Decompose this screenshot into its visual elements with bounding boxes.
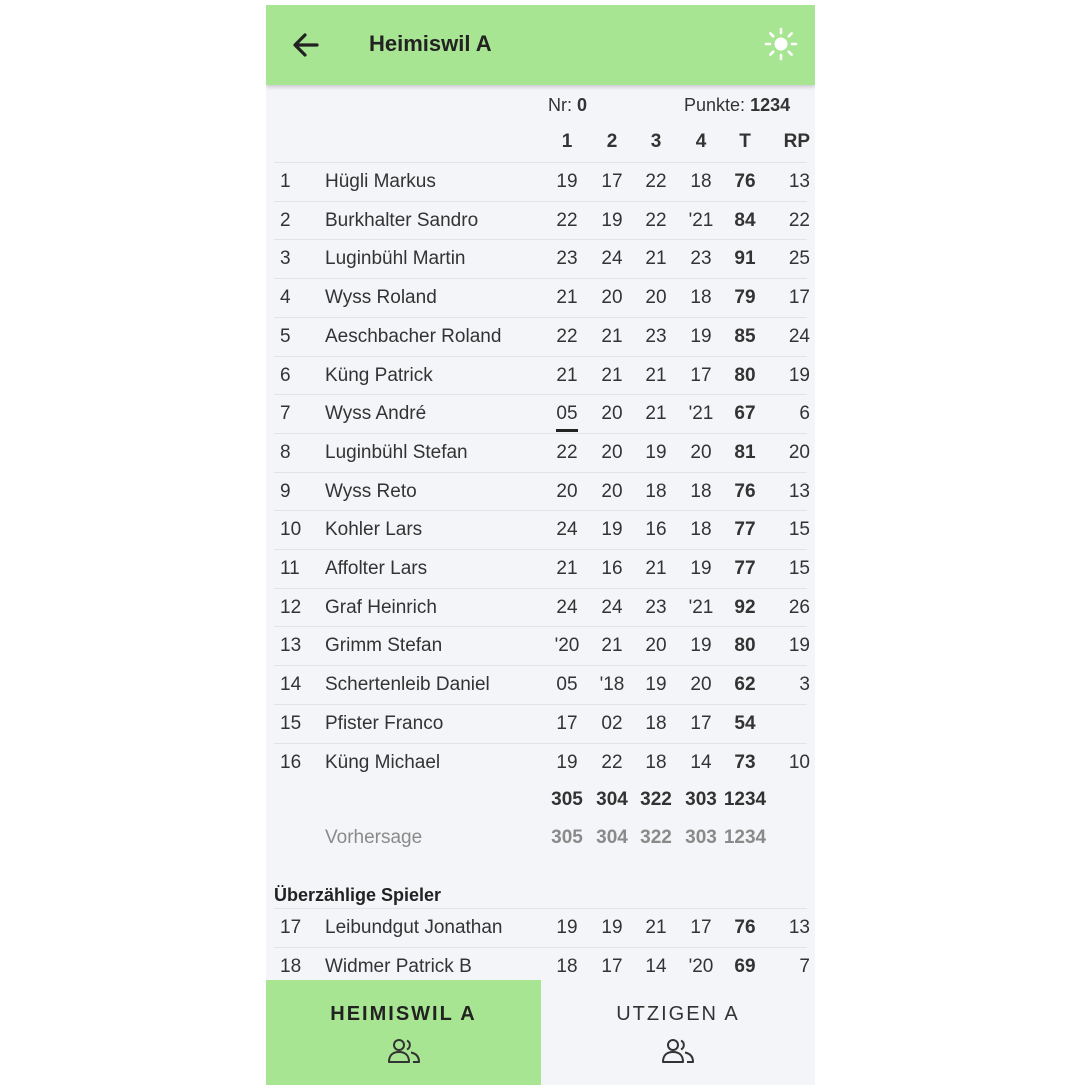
score-r3: 21 xyxy=(645,248,667,270)
score-r4: 17 xyxy=(690,364,712,386)
score-rp: 17 xyxy=(788,287,810,309)
score-r3: 21 xyxy=(645,403,667,425)
table-row[interactable] xyxy=(274,239,810,278)
score-r4: 20 xyxy=(690,674,712,696)
score-total: 81 xyxy=(734,441,756,463)
player-name: Pfister Franco xyxy=(325,712,444,734)
score-r4: '20 xyxy=(688,955,714,977)
score-r3: 22 xyxy=(645,171,667,192)
nr-label: Nr: xyxy=(548,95,572,115)
table-row[interactable] xyxy=(274,704,807,743)
page-title: Heimiswil A xyxy=(369,31,492,56)
score-r1: 19 xyxy=(556,171,578,192)
column-header: T xyxy=(739,131,751,152)
score-rp: 24 xyxy=(788,325,810,347)
total-r2: 304 xyxy=(596,789,628,810)
rank-cell: 18 xyxy=(280,955,302,977)
score-r1: 22 xyxy=(556,441,578,463)
rank-cell: 9 xyxy=(280,480,291,502)
total-sum: 1234 xyxy=(723,789,767,810)
player-name: Widmer Patrick B xyxy=(325,955,472,977)
score-r4: '21 xyxy=(688,209,714,231)
sun-icon[interactable] xyxy=(764,27,798,61)
table-row[interactable] xyxy=(274,665,810,704)
table-row[interactable] xyxy=(274,201,810,240)
rank-cell: 16 xyxy=(280,751,302,773)
player-name: Küng Patrick xyxy=(325,364,433,386)
column-header-row xyxy=(274,123,810,161)
score-rp: 6 xyxy=(799,403,810,425)
score-r3: 18 xyxy=(645,480,667,502)
score-total: 85 xyxy=(734,325,756,347)
tab-heimiswil-a[interactable] xyxy=(266,980,541,1085)
score-r2: 20 xyxy=(601,287,623,309)
table-row[interactable] xyxy=(274,472,810,511)
forecast-row xyxy=(274,819,807,857)
score-r1: 17 xyxy=(556,712,578,734)
table-row[interactable] xyxy=(274,356,810,395)
score-r3: 20 xyxy=(645,635,667,657)
player-name: Burkhalter Sandro xyxy=(325,209,479,231)
match-number xyxy=(548,95,587,116)
score-total: 77 xyxy=(734,519,756,541)
rank-cell: 2 xyxy=(280,209,291,231)
punkte-value: 1234 xyxy=(750,95,791,115)
app-bar xyxy=(266,5,815,85)
table-row[interactable] xyxy=(274,510,810,549)
score-r2: 16 xyxy=(601,558,623,579)
score-r2: 20 xyxy=(601,480,623,502)
score-rp: 13 xyxy=(788,171,810,192)
score-rp: 15 xyxy=(788,558,810,579)
rank-cell: 4 xyxy=(280,287,291,309)
column-header: 2 xyxy=(606,131,618,152)
score-r1: 21 xyxy=(556,287,578,309)
rank-cell: 10 xyxy=(280,519,302,541)
score-rp: 13 xyxy=(788,917,810,938)
score-r4: '21 xyxy=(688,403,714,425)
forecast-r1: 305 xyxy=(551,827,583,848)
score-r3: 14 xyxy=(645,955,667,977)
table-row[interactable] xyxy=(274,162,810,201)
player-name: Affolter Lars xyxy=(325,558,428,579)
score-total: 67 xyxy=(734,403,756,425)
score-rp: 3 xyxy=(799,674,810,696)
table-row[interactable] xyxy=(274,549,810,588)
score-total: 54 xyxy=(734,712,756,734)
score-r2: 17 xyxy=(601,171,623,192)
player-name: Luginbühl Stefan xyxy=(325,441,468,463)
player-name: Hügli Markus xyxy=(325,171,436,192)
score-r2: 02 xyxy=(601,712,623,734)
player-name: Graf Heinrich xyxy=(325,596,437,618)
team-icon xyxy=(661,1038,695,1064)
rank-cell: 1 xyxy=(280,171,291,192)
extra-players-title: Überzählige Spieler xyxy=(274,885,442,905)
tab-label: UTZIGEN A xyxy=(616,1003,740,1025)
forecast-label: Vorhersage xyxy=(325,827,423,848)
column-header: 4 xyxy=(695,131,707,152)
score-rp: 22 xyxy=(788,209,810,231)
score-r4: 17 xyxy=(690,712,712,734)
score-r2: 22 xyxy=(601,751,623,773)
totals-row xyxy=(274,781,807,819)
rank-cell: 5 xyxy=(280,325,291,347)
table-row[interactable] xyxy=(274,743,810,782)
score-rp: 26 xyxy=(788,596,810,618)
score-rp xyxy=(770,705,810,743)
player-name: Leibundgut Jonathan xyxy=(325,917,503,938)
score-r1: 19 xyxy=(556,751,578,773)
score-r1 xyxy=(547,395,587,433)
total-r4: 303 xyxy=(685,789,717,810)
score-rp: 15 xyxy=(788,519,810,541)
app-screen xyxy=(266,5,815,1085)
player-name: Grimm Stefan xyxy=(325,635,443,657)
score-r1: '20 xyxy=(554,635,580,657)
table-row[interactable] xyxy=(274,433,810,472)
score-total: 76 xyxy=(734,171,756,192)
score-rp: 7 xyxy=(799,955,810,977)
score-r4: 19 xyxy=(690,558,712,579)
score-total: 79 xyxy=(734,287,756,309)
score-r3: 19 xyxy=(645,441,667,463)
score-total: 73 xyxy=(734,751,756,773)
score-r3: 18 xyxy=(645,712,667,734)
column-header: RP xyxy=(783,131,810,152)
score-rp: 20 xyxy=(788,441,810,463)
forecast-r4: 303 xyxy=(685,827,717,848)
score-r2: 19 xyxy=(601,209,623,231)
score-rp: 10 xyxy=(788,751,810,773)
punkte-label: Punkte: xyxy=(684,95,746,115)
player-name: Luginbühl Martin xyxy=(325,248,466,270)
score-r3: 23 xyxy=(645,596,667,618)
score-r4: '21 xyxy=(688,596,714,618)
rank-cell: 8 xyxy=(280,441,291,463)
score-r4: 19 xyxy=(690,635,712,657)
player-name: Kohler Lars xyxy=(325,519,423,541)
table-row[interactable] xyxy=(274,394,810,433)
score-r2: 24 xyxy=(601,248,623,270)
rank-cell: 12 xyxy=(280,596,302,618)
column-header: 1 xyxy=(561,131,573,152)
player-name: Wyss Roland xyxy=(325,287,437,309)
score-total: 77 xyxy=(734,558,756,579)
score-r1: 24 xyxy=(556,519,578,541)
score-total: 76 xyxy=(734,917,756,938)
score-total: 62 xyxy=(734,674,756,696)
score-r4: 19 xyxy=(690,325,712,347)
score-r2: 24 xyxy=(601,596,623,618)
score-rp: 13 xyxy=(788,480,810,502)
score-rp: 19 xyxy=(788,364,810,386)
score-r1: 22 xyxy=(556,209,578,231)
rank-cell: 13 xyxy=(280,635,302,657)
score-r2: 20 xyxy=(601,403,623,425)
forecast-r2: 304 xyxy=(596,827,628,848)
score-r3: 16 xyxy=(645,519,667,541)
tab-label: HEIMISWIL A xyxy=(330,1003,477,1025)
total-r1: 305 xyxy=(551,789,583,810)
score-total: 80 xyxy=(734,364,756,386)
score-r2: 21 xyxy=(601,325,623,347)
score-r4: 18 xyxy=(690,171,712,192)
score-r4: 18 xyxy=(690,480,712,502)
score-r3: 21 xyxy=(645,364,667,386)
score-r3: 21 xyxy=(645,558,667,579)
score-r2: 17 xyxy=(601,955,623,977)
total-r3: 322 xyxy=(640,789,672,810)
points-info xyxy=(684,95,790,116)
rank-cell: 11 xyxy=(280,558,300,579)
rank-cell: 7 xyxy=(280,403,291,425)
score-r4: 20 xyxy=(690,441,712,463)
score-r4: 23 xyxy=(690,248,712,270)
score-r4: 18 xyxy=(690,287,712,309)
score-r2: '18 xyxy=(599,674,625,696)
rank-cell: 17 xyxy=(280,917,302,938)
nr-value: 0 xyxy=(577,95,588,115)
scroll-content[interactable] xyxy=(266,85,815,980)
tab-utzigen-a[interactable] xyxy=(541,980,815,1085)
score-r2: 19 xyxy=(601,519,623,541)
score-r3: 23 xyxy=(645,325,667,347)
score-r3: 21 xyxy=(645,917,667,938)
score-total: 76 xyxy=(734,480,756,502)
arrow-left-icon[interactable] xyxy=(288,27,324,63)
score-r3: 22 xyxy=(645,209,667,231)
score-rp: 19 xyxy=(788,635,810,657)
table-row[interactable] xyxy=(274,626,810,665)
score-r1: 23 xyxy=(556,248,578,270)
score-r2: 21 xyxy=(601,635,623,657)
rank-cell: 3 xyxy=(280,248,291,270)
bottom-tab-bar xyxy=(266,980,815,1085)
forecast-sum: 1234 xyxy=(723,827,767,848)
table-row[interactable] xyxy=(274,278,810,317)
score-r4: 14 xyxy=(690,751,712,773)
score-r1: 19 xyxy=(556,917,578,938)
table-row[interactable] xyxy=(274,908,810,947)
score-r3: 20 xyxy=(645,287,667,309)
score-total: 69 xyxy=(734,955,756,977)
rank-cell: 14 xyxy=(280,674,302,696)
rank-cell: 6 xyxy=(280,364,291,386)
score-total: 92 xyxy=(734,596,756,618)
column-header: 3 xyxy=(650,131,662,152)
score-rp: 25 xyxy=(788,248,810,270)
selected-score[interactable]: 05 xyxy=(556,398,577,432)
player-name: Aeschbacher Roland xyxy=(325,325,502,347)
score-r2: 20 xyxy=(601,441,623,463)
score-r3: 19 xyxy=(645,674,667,696)
score-r3: 18 xyxy=(645,751,667,773)
player-name: Küng Michael xyxy=(325,751,441,773)
score-r1: 24 xyxy=(556,596,578,618)
player-name: Wyss Reto xyxy=(325,480,417,502)
forecast-r3: 322 xyxy=(640,827,672,848)
player-name: Wyss André xyxy=(325,403,427,425)
team-icon xyxy=(387,1038,421,1064)
table-row[interactable] xyxy=(274,947,810,980)
rank-cell: 15 xyxy=(280,712,302,734)
score-total: 84 xyxy=(734,209,756,231)
player-name: Schertenleib Daniel xyxy=(325,674,490,696)
score-total: 91 xyxy=(734,248,756,270)
table-row[interactable] xyxy=(274,588,810,627)
score-r2: 21 xyxy=(601,364,623,386)
score-r4: 18 xyxy=(690,519,712,541)
score-r2: 19 xyxy=(601,917,623,938)
score-r1: 20 xyxy=(556,480,578,502)
table-row[interactable] xyxy=(274,317,810,356)
score-r1: 21 xyxy=(556,558,578,579)
score-r1: 05 xyxy=(556,674,578,696)
score-r1: 21 xyxy=(556,364,578,386)
score-r1: 18 xyxy=(556,955,578,977)
score-r1: 22 xyxy=(556,325,578,347)
score-r4: 17 xyxy=(690,917,712,938)
score-total: 80 xyxy=(734,635,756,657)
